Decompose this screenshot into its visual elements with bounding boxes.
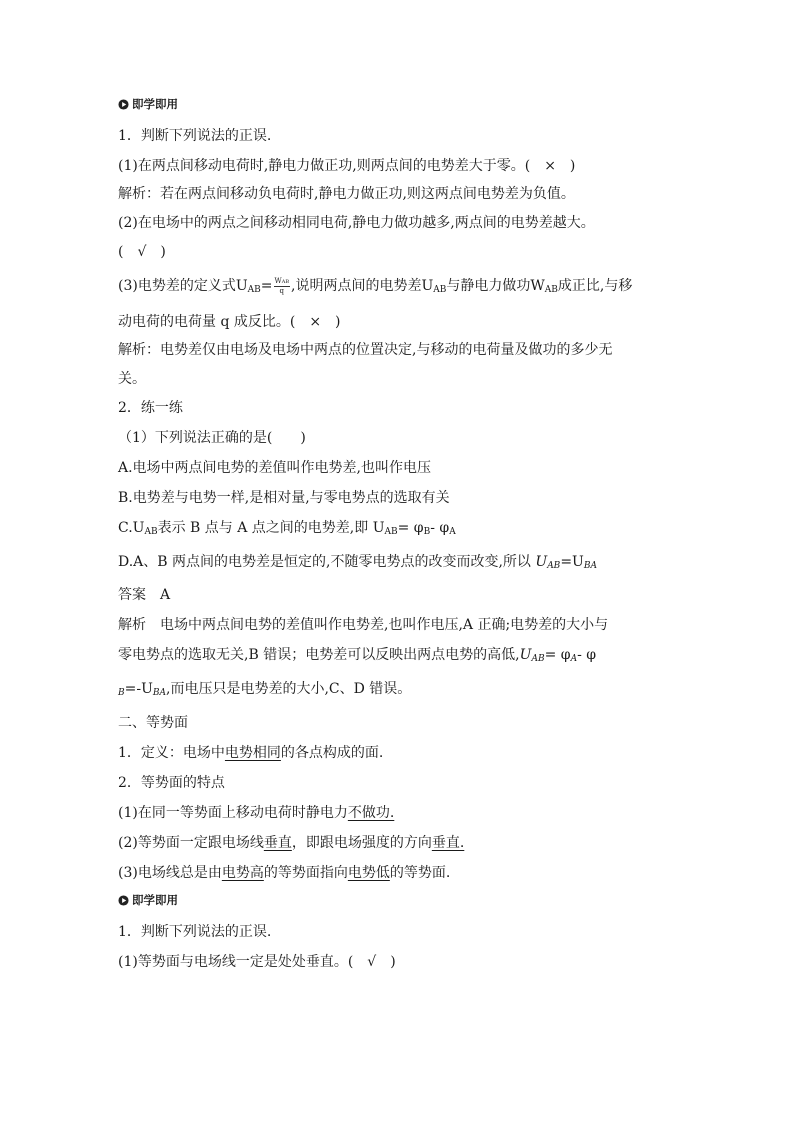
analysis-1: 解析 电场中两点间电势的差值叫作电势差,也叫作电压,A 正确;电势差的大小与 <box>118 617 609 633</box>
explanation-3-cont: 关。 <box>118 371 146 387</box>
statement-3-cont: 动电荷的电荷量 q 成反比。( × ) <box>118 314 341 330</box>
fraction: $\frac{\text{WAB}}{q}$ <box>274 277 289 295</box>
play-circle-icon <box>118 99 129 110</box>
definition: 1．定义：电场中电势相同的各点构成的面. <box>118 745 384 761</box>
statement-1: (1)在两点间移动电荷时,静电力做正功,则两点间的电势差大于零。( × ) <box>118 158 576 174</box>
analysis-3: $_B=-U_{BA}$,而电压只是电势差的大小,C、D 错误。 <box>118 681 412 698</box>
option-b: B.电势差与电势一样,是相对量,与零电势点的选取有关 <box>118 490 450 506</box>
answer: 答案 A <box>118 587 171 603</box>
option-d: D.A、B 两点间的电势差是恒定的,不随零电势点的改变而改变,所以 $U_{AB}=U_{BA}$ <box>118 554 597 571</box>
feature-3: (3)电场线总是由电势高的等势面指向电势低的等势面. <box>118 865 451 881</box>
question-title: 1．判断下列说法的正误. <box>118 128 272 144</box>
section-label <box>118 96 688 112</box>
option-c: $C.U_{AB}$表示 B 点与 A 点之间的电势差,即 $U_{AB}= \varphi_B-$ $\varphi_A$ <box>118 520 456 537</box>
practice-stem: （1）下列说法正确的是( ) <box>118 430 306 446</box>
analysis-2: 零电势点的选取无关,B 错误；电势差可以反映出两点电势的高低$,U_{AB}= \varphi_A-$ φ <box>118 647 597 664</box>
section-label <box>118 892 688 908</box>
section-heading: 二、等势面 <box>118 715 188 731</box>
feature-2: (2)等势面一定跟电场线垂直，即跟电场强度的方向垂直. <box>118 835 465 851</box>
explanation-3: 解析：电势差仅由电场及电场中两点的位置决定,与移动的电荷量及做功的多少无 <box>118 342 613 358</box>
section-label-text: 即学即用 <box>132 97 178 111</box>
feature-1: (1)在同一等势面上移动电荷时静电力不做功. <box>118 805 395 821</box>
option-a: A.电场中两点间电势的差值叫作电势差,也叫作电压 <box>118 460 432 476</box>
features-title: 2．等势面的特点 <box>118 775 225 791</box>
practice-title: 2．练一练 <box>118 400 183 416</box>
statement-1b: (1)等势面与电场线一定是处处垂直。( √ ) <box>118 954 396 970</box>
document-page <box>118 92 688 972</box>
explanation-1: 解析：若在两点间移动负电荷时,静电力做正功,则这两点间电势差为负值。 <box>118 186 575 202</box>
question-title: 1．判断下列说法的正误. <box>118 924 272 940</box>
statement-2: (2)在电场中的两点之间移动相同电荷,静电力做功越多,两点间的电势差越大。 <box>118 215 595 231</box>
section-label-text: 即学即用 <box>132 893 178 907</box>
statement-3: (3)电势差的定义式$U_{AB}=$ $\frac{\text{WAB}}{q}$ ,说明两点间的电势差$U_{AB}$与静电力做功$W_{AB}$成正比,与移 <box>118 277 633 295</box>
play-circle-icon <box>118 895 129 906</box>
statement-2-mark: ( √ ) <box>118 244 166 260</box>
